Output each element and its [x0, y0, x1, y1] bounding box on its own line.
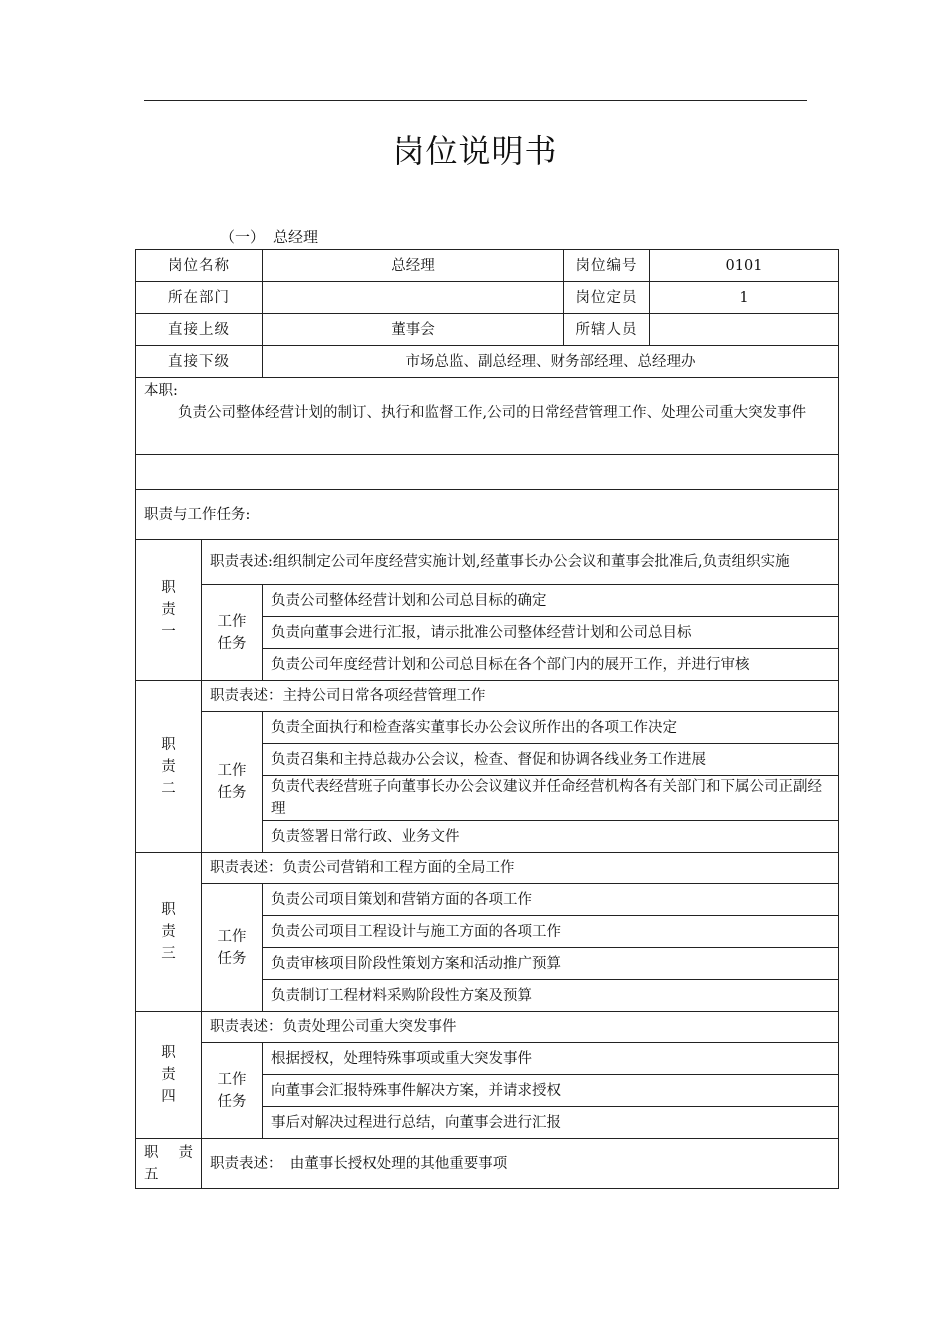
task-item: 负责制订工程材料采购阶段性方案及预算: [263, 980, 839, 1012]
responsibility-2-desc-row: [136, 681, 839, 712]
task-item: 负责公司整体经营计划和公司总目标的确定: [263, 585, 839, 617]
position-name-label: 岗位名称: [136, 250, 263, 282]
responsibility-3-description: 职责表述：负责公司营销和工程方面的全局工作: [202, 853, 839, 884]
responsibility-1-task-row: [136, 585, 839, 617]
job-description-table: [135, 249, 839, 1189]
position-no-label: 岗位编号: [564, 250, 650, 282]
work-task-label: 工作 任务: [202, 884, 263, 1012]
task-item: 负责公司项目策划和营销方面的各项工作: [263, 884, 839, 916]
task-item: 负责公司项目工程设计与施工方面的各项工作: [263, 916, 839, 948]
task-item: 负责召集和主持总裁办公会议，检查、督促和协调各线业务工作进展: [263, 744, 839, 776]
page-title: 岗位说明书: [392, 132, 558, 170]
section-number: （一）: [220, 228, 266, 246]
responsibility-4-desc-row: [136, 1012, 839, 1043]
responsibility-1-desc-row: [136, 540, 839, 585]
duty-summary-cell: [136, 378, 839, 455]
task-item: 负责公司年度经营计划和公司总目标在各个部门内的展开工作，并进行审核: [263, 649, 839, 681]
task-item: 负责全面执行和检查落实董事长办公会议所作出的各项工作决定: [263, 712, 839, 744]
responsibility-3-task-row: [136, 884, 839, 916]
info-row-position: [136, 250, 839, 282]
responsibility-4-label: 职 责 四: [136, 1012, 202, 1139]
responsibility-2-label: 职 责 二: [136, 681, 202, 853]
task-item: 负责向董事会进行汇报，请示批准公司整体经营计划和公司总目标: [263, 617, 839, 649]
section-name: 总经理: [273, 228, 319, 246]
position-no-value: 0101: [650, 250, 839, 282]
jurisdiction-label: 所辖人员: [564, 314, 650, 346]
header-rule: [144, 100, 807, 101]
position-name-value: 总经理: [263, 250, 564, 282]
responsibility-5-label: 职 责 五: [136, 1139, 202, 1189]
responsibility-5-description: 职责表述： 由董事长授权处理的其他重要事项: [202, 1139, 839, 1189]
responsibility-2-task-row: [136, 712, 839, 744]
responsibility-3-desc-row: [136, 853, 839, 884]
work-task-label: 工作 任务: [202, 585, 263, 681]
headcount-label: 岗位定员: [564, 282, 650, 314]
tasks-header: 职责与工作任务:: [136, 490, 839, 540]
jurisdiction-value: [650, 314, 839, 346]
headcount-value: 1: [650, 282, 839, 314]
responsibility-2-description: 职责表述：主持公司日常各项经营管理工作: [202, 681, 839, 712]
info-row-department: [136, 282, 839, 314]
responsibility-4-task-row: [136, 1043, 839, 1075]
duty-summary-label: 本职:: [144, 383, 178, 399]
subordinates-label: 直接下级: [136, 346, 263, 378]
task-item: 向董事会汇报特殊事件解决方案，并请求授权: [263, 1075, 839, 1107]
department-label: 所在部门: [136, 282, 263, 314]
work-task-label: 工作 任务: [202, 1043, 263, 1139]
responsibility-4-description: 职责表述：负责处理公司重大突发事件: [202, 1012, 839, 1043]
info-row-superior: [136, 314, 839, 346]
responsibility-1-description: 职责表述:组织制定公司年度经营实施计划,经董事长办公会议和董事会批准后,负责组织实施: [202, 540, 839, 585]
task-item: 事后对解决过程进行总结，向董事会进行汇报: [263, 1107, 839, 1139]
tasks-header-row: [136, 490, 839, 540]
subordinates-value: 市场总监、副总经理、财务部经理、总经理办: [263, 346, 839, 378]
blank-row: [136, 455, 839, 490]
duty-summary-row: [136, 378, 839, 455]
work-task-label: 工作 任务: [202, 712, 263, 853]
info-row-subordinates: [136, 346, 839, 378]
responsibility-3-label: 职 责 三: [136, 853, 202, 1012]
task-item: 负责签署日常行政、业务文件: [263, 821, 839, 853]
section-heading: [220, 226, 318, 247]
department-value: [263, 282, 564, 314]
responsibility-5-row: [136, 1139, 839, 1189]
superior-value: 董事会: [263, 314, 564, 346]
responsibility-1-label: 职 责 一: [136, 540, 202, 681]
task-item: 根据授权，处理特殊事项或重大突发事件: [263, 1043, 839, 1075]
task-item: 负责代表经营班子向董事长办公会议建议并任命经营机构各有关部门和下属公司正副经理: [263, 776, 839, 821]
task-item: 负责审核项目阶段性策划方案和活动推广预算: [263, 948, 839, 980]
superior-label: 直接上级: [136, 314, 263, 346]
duty-summary-text: 负责公司整体经营计划的制订、执行和监督工作,公司的日常经营管理工作、处理公司重大突发事件: [178, 405, 807, 421]
